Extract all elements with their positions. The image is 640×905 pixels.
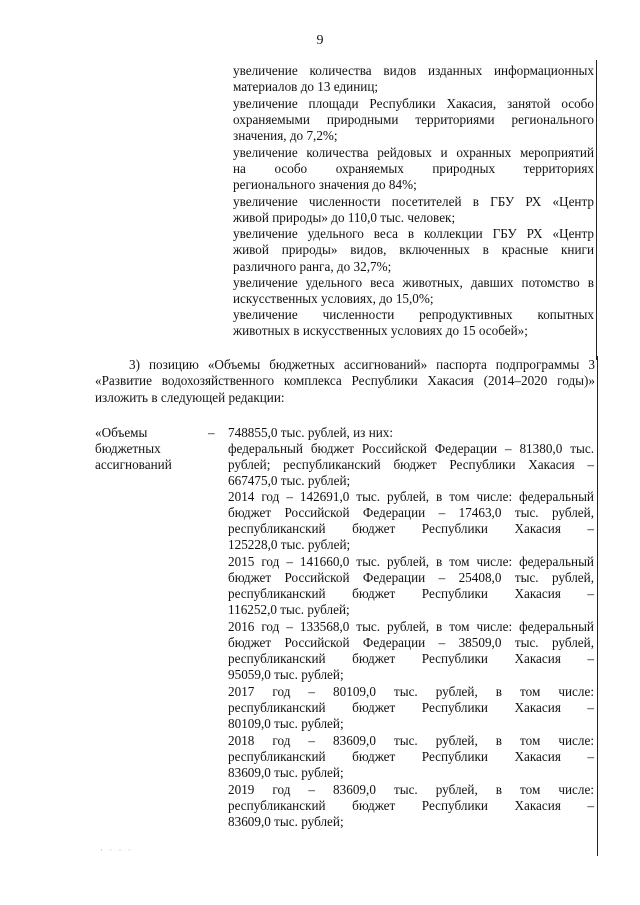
budget-line: 95059,0 тыс. рублей; xyxy=(228,667,344,682)
budget-line: 2018 год – 83609,0 тыс. рублей, в том числе: xyxy=(228,733,594,748)
targets-line: животных в искусственных условиях до 15 особей»; xyxy=(233,323,528,338)
budget-line: рублей; республиканский бюджет Республики Хакасия – xyxy=(228,457,594,472)
budget-line: 116252,0 тыс. рублей; xyxy=(228,602,350,617)
budget-line: 2017 год – 80109,0 тыс. рублей, в том числе: xyxy=(228,684,594,699)
budget-line: республиканский бюджет Республики Хакасия – xyxy=(228,586,594,601)
budget-line: республиканский бюджет Республики Хакасия – xyxy=(228,651,594,666)
budget-line: 748855,0 тыс. рублей, из них: xyxy=(228,425,394,440)
budget-line: 2014 год – 142691,0 тыс. рублей, в том числе: федеральный xyxy=(228,489,594,504)
budget-line: 2016 год – 133568,0 тыс. рублей, в том числе: федеральный xyxy=(228,619,594,634)
budget-line: федеральный бюджет Российской Федерации – 81380,0 тыс. xyxy=(228,441,594,456)
budget-line: 2015 год – 141660,0 тыс. рублей, в том числе: федеральный xyxy=(228,554,594,569)
targets-line: увеличение количества рейдовых и охранных мероприятий xyxy=(233,145,594,160)
budget-line: 80109,0 тыс. рублей; xyxy=(228,716,344,731)
targets-line: различного ранга, до 32,7%; xyxy=(233,259,392,274)
budget-line: республиканский бюджет Республики Хакасия – xyxy=(228,798,594,813)
targets-line: материалов до 13 единиц; xyxy=(233,79,379,94)
paragraph-line: изложить в следующей редакции: xyxy=(95,390,285,405)
budget-line: республиканский бюджет Республики Хакасия – xyxy=(228,521,594,536)
targets-line: на особо охраняемых природных территориях xyxy=(233,161,594,176)
targets-line: увеличение удельного веса в коллекции ГБУ РХ «Центр xyxy=(233,226,594,241)
targets-line: увеличение удельного веса животных, давших потомство в xyxy=(233,275,594,290)
targets-line: регионального значения до 84%; xyxy=(233,177,417,192)
budget-line: 667475,0 тыс. рублей; xyxy=(228,473,351,488)
page-edge-line xyxy=(596,60,597,360)
budget-line: бюджет Российской Федерации – 17463,0 тыс. рублей, xyxy=(228,505,594,520)
budget-label-line: ассигнований xyxy=(95,457,172,472)
budget-line: бюджет Российской Федерации – 38509,0 тыс. рублей, xyxy=(228,635,594,650)
budget-line: 125228,0 тыс. рублей; xyxy=(228,537,351,552)
budget-line: бюджет Российской Федерации – 25408,0 тыс. рублей, xyxy=(228,570,594,585)
budget-label-line: бюджетных xyxy=(95,441,161,456)
targets-line: увеличение численности посетителей в ГБУ РХ «Центр xyxy=(233,194,594,209)
budget-line: 83609,0 тыс. рублей; xyxy=(228,765,344,780)
budget-label-line: «Объемы xyxy=(95,425,148,440)
targets-line: живой природы» до 110,0 тыс. человек; xyxy=(233,210,456,225)
targets-line: значения, до 7,2%; xyxy=(233,128,338,143)
targets-line: искусственных условиях, до 15,0%; xyxy=(233,291,434,306)
paragraph-line: «Развитие водохозяйственного комплекса Республики Хакасия (2014–2020 годы)» xyxy=(95,373,595,388)
budget-line: 2019 год – 83609,0 тыс. рублей, в том числе: xyxy=(228,782,594,797)
budget-line: республиканский бюджет Республики Хакасия – xyxy=(228,700,594,715)
budget-line: республиканский бюджет Республики Хакасия – xyxy=(228,749,594,764)
label-dash: – xyxy=(208,425,215,440)
page-edge-line xyxy=(597,356,598,856)
targets-line: охраняемыми природными территориями регионального xyxy=(233,112,594,127)
targets-line: увеличение площади Республики Хакасия, занятой особо xyxy=(233,96,594,111)
scan-artifact: · · · · xyxy=(100,845,133,855)
targets-line: живой природы» видов, включенных в красные книги xyxy=(233,242,594,257)
budget-line: 83609,0 тыс. рублей; xyxy=(228,814,344,829)
paragraph-line: 3) позицию «Объемы бюджетных ассигнований» паспорта подпрограммы 3 xyxy=(129,357,595,372)
targets-line: увеличение численности репродуктивных копытных xyxy=(233,307,594,322)
page-number: 9 xyxy=(316,33,324,48)
targets-line: увеличение количества видов изданных информационных xyxy=(233,63,594,78)
